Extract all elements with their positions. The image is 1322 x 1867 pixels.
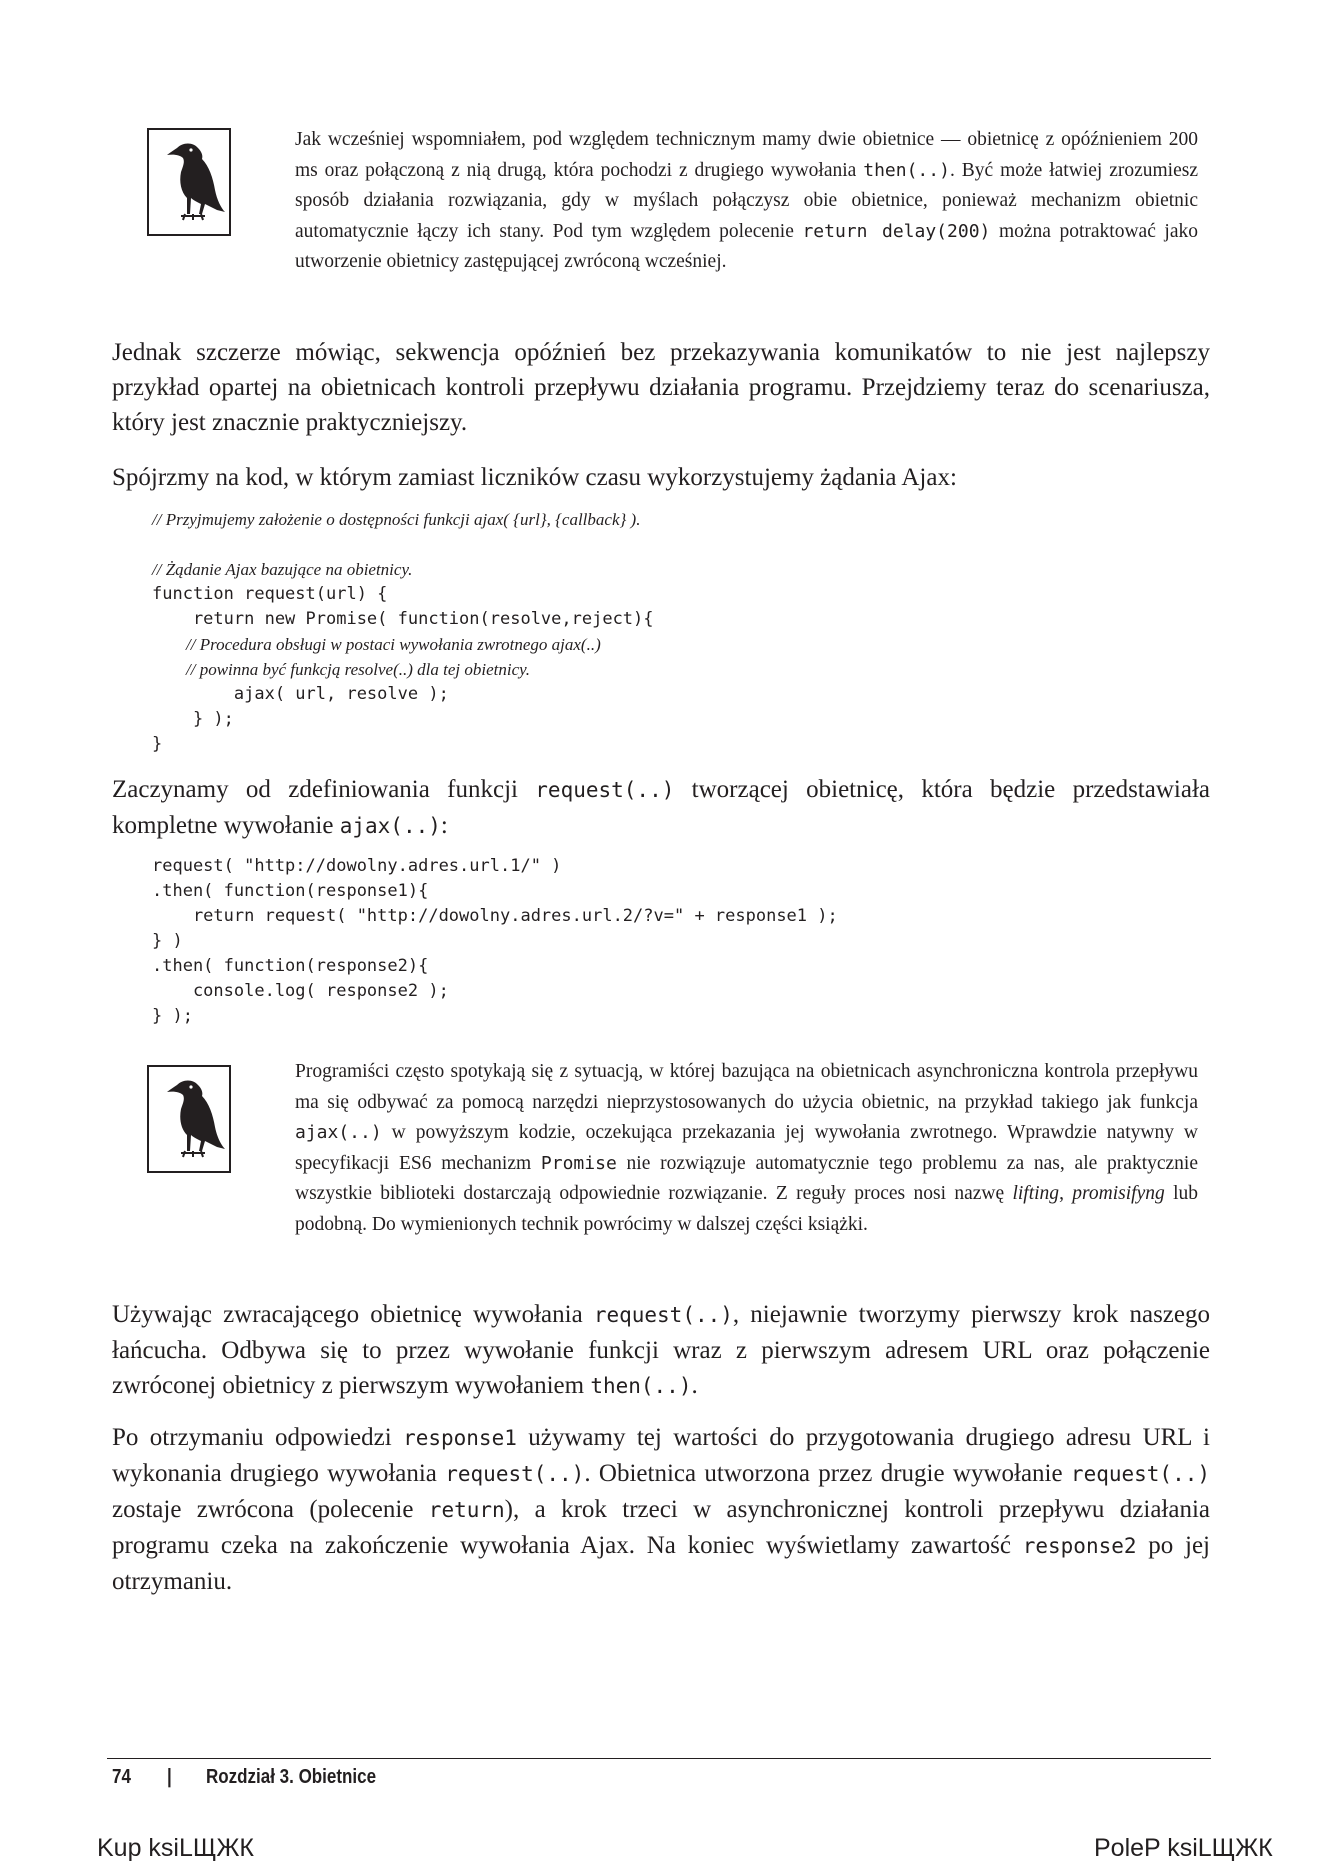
inline-code: request(..) [535,778,675,802]
tip-note-2-text [295,1057,1198,1240]
code-line: console.log( response2 ); [152,981,449,1001]
code-line: } ); [152,709,234,729]
text-run: Programiści często spotykają się z sytuacją, w której bazująca na obietnicach asynchroniczna kontrola przepływu ma się odbywać za pomocą narzędzi nieprzystosowanych do użycia obietnic, na przykład takiego jak funkcja [295,1061,1198,1113]
code-comment-line: // powinna być funkcją resolve(..) dla tej obietnicy. [152,660,531,679]
tip-note-1-text [295,125,1198,278]
inline-code: response2 [1022,1534,1137,1558]
code-line: function request(url) { [152,584,388,604]
paragraph-4 [112,1297,1210,1404]
text-run: tworzącej obietnicę, która będzie przedstawiała kompletne wywołanie [112,776,1210,839]
code-line: .then( function(response1){ [152,881,429,901]
paragraph-3 [112,772,1210,844]
text-run: lub podobną. Do wymienionych technik powrócimy w dalszej części książki. [295,1183,1198,1235]
text-run: nie rozwiązuje automatycznie tego problemu za nas, ale praktycznie wszystkie biblioteki dostarczają odpowiednie rozwiązanie. Z reguły proces nosi nazwę [295,1152,1198,1204]
text-run: zostaje zwrócona (polecenie [112,1496,429,1523]
emphasis-text: lifting [1012,1183,1060,1204]
code-line [152,532,654,557]
inline-code: request(..) [445,1462,585,1486]
text-run: : [440,812,448,839]
text-run: Po otrzymaniu odpowiedzi [112,1424,404,1451]
code-line: } [152,734,163,754]
code-comment-line: // Procedura obsługi w postaci wywołania zwrotnego ajax(..) [152,635,601,654]
crow-icon [147,128,231,236]
recommend-book-link[interactable]: PoleP ksiLЩЖК [1094,1834,1273,1862]
code-line: } ) [152,931,183,951]
text-run: Spójrzmy na kod, w którym zamiast liczników czasu wykorzystujemy żądania Ajax: [112,464,957,491]
code-block-request-function [152,507,654,757]
inline-code: response1 [403,1426,517,1450]
code-line: .then( function(response2){ [152,956,429,976]
footer-rule [107,1758,1211,1759]
paragraph-1 [112,335,1210,440]
emphasis-text: promisifyng [1072,1183,1165,1204]
footer-separator: | [167,1766,172,1788]
text-run: w powyższym kodzie, oczekująca przekazania jej wywołania zwrotnego. Wprawdzie natywny w specyfikacji ES6 mechanizm [295,1122,1198,1174]
text-run: Zaczynamy od zdefiniowania funkcji [112,776,536,803]
inline-code: ajax(..) [295,1122,382,1143]
text-run: po jej otrzymaniu. [112,1532,1210,1595]
inline-code: return delay(200) [802,220,991,242]
text-run: . Być może łatwiej zrozumiesz sposób działania rozwiązania, gdy w myślach połączysz obie obietnice, ponieważ mechanizm obietnic automatycznie łączy ich stany. Pod tym względem polecenie [295,159,1198,242]
text-run: Jednak szczerze mówiąc, sekwencja opóźnień bez przekazywania komunikatów to nie jest najlepszy przykład opartej na obietnicach kontroli przepływu działania programu. Przejdziemy teraz do scenariusza, który jest znacznie praktyczniejszy. [112,339,1210,436]
chapter-title: Rozdział 3. Obietnice [206,1766,377,1788]
code-comment-line: // Przyjmujemy założenie o dostępności funkcji ajax( {url}, {callback} ). [152,510,641,529]
crow-icon [147,1065,231,1173]
text-run: można potraktować jako utworzenie obietnicy zastępującej zwróconą wcześniej. [295,220,1198,272]
inline-code: return [428,1498,505,1522]
code-line: return new Promise( function(resolve,reject){ [152,609,654,629]
inline-code: Promise [540,1152,617,1174]
inline-code: then(..) [863,159,950,181]
code-comment-line: // Żądanie Ajax bazujące na obietnicy. [152,560,413,579]
tip-note-2 [295,1057,1198,1240]
page-number: 74 [112,1766,131,1788]
code-line: ajax( url, resolve ); [152,684,449,704]
inline-code: request(..) [1070,1462,1210,1486]
code-block-request-chain [152,854,838,1029]
inline-code: ajax(..) [339,814,441,838]
paragraph-5 [112,1420,1210,1599]
text-run: . [691,1372,698,1399]
text-run: używamy tej wartości do przygotowania drugiego adresu URL i wykonania drugiego wywołania [112,1424,1210,1487]
paragraph-2 [112,460,1210,495]
inline-code: then(..) [590,1374,692,1398]
text-run: . Obietnica utworzona przez drugie wywołanie [584,1460,1071,1487]
text-run: Jak wcześniej wspomniałem, pod względem technicznym mamy dwie obietnice — obietnicę z opóźnieniem 200 ms oraz połączoną z nią drugą, która pochodzi z drugiego wywołania [295,129,1198,181]
text-run: ), a krok trzeci w asynchronicznej kontroli przepływu działania programu czeka na zakończenie wywołania Ajax. Na koniec wyświetlamy zawartość [112,1496,1210,1559]
code-line: request( "http://dowolny.adres.url.1/" ) [152,856,562,876]
text-run: , niejawnie tworzymy pierwszy krok naszego łańcucha. Odbywa się to przez wywołanie funkcji wraz z pierwszym adresem URL oraz połączenie zwróconej obietnicy z pierwszym wywołaniem [112,1301,1210,1399]
text-run: , [1059,1183,1073,1204]
tip-note-1 [295,125,1198,278]
text-run: Używając zwracającego obietnicę wywołania [112,1301,594,1328]
code-line: } ); [152,1006,193,1026]
code-line: return request( "http://dowolny.adres.url.2/?v=" + response1 ); [152,906,838,926]
inline-code: request(..) [593,1303,733,1327]
buy-book-link[interactable]: Kup ksiLЩЖК [97,1834,254,1862]
